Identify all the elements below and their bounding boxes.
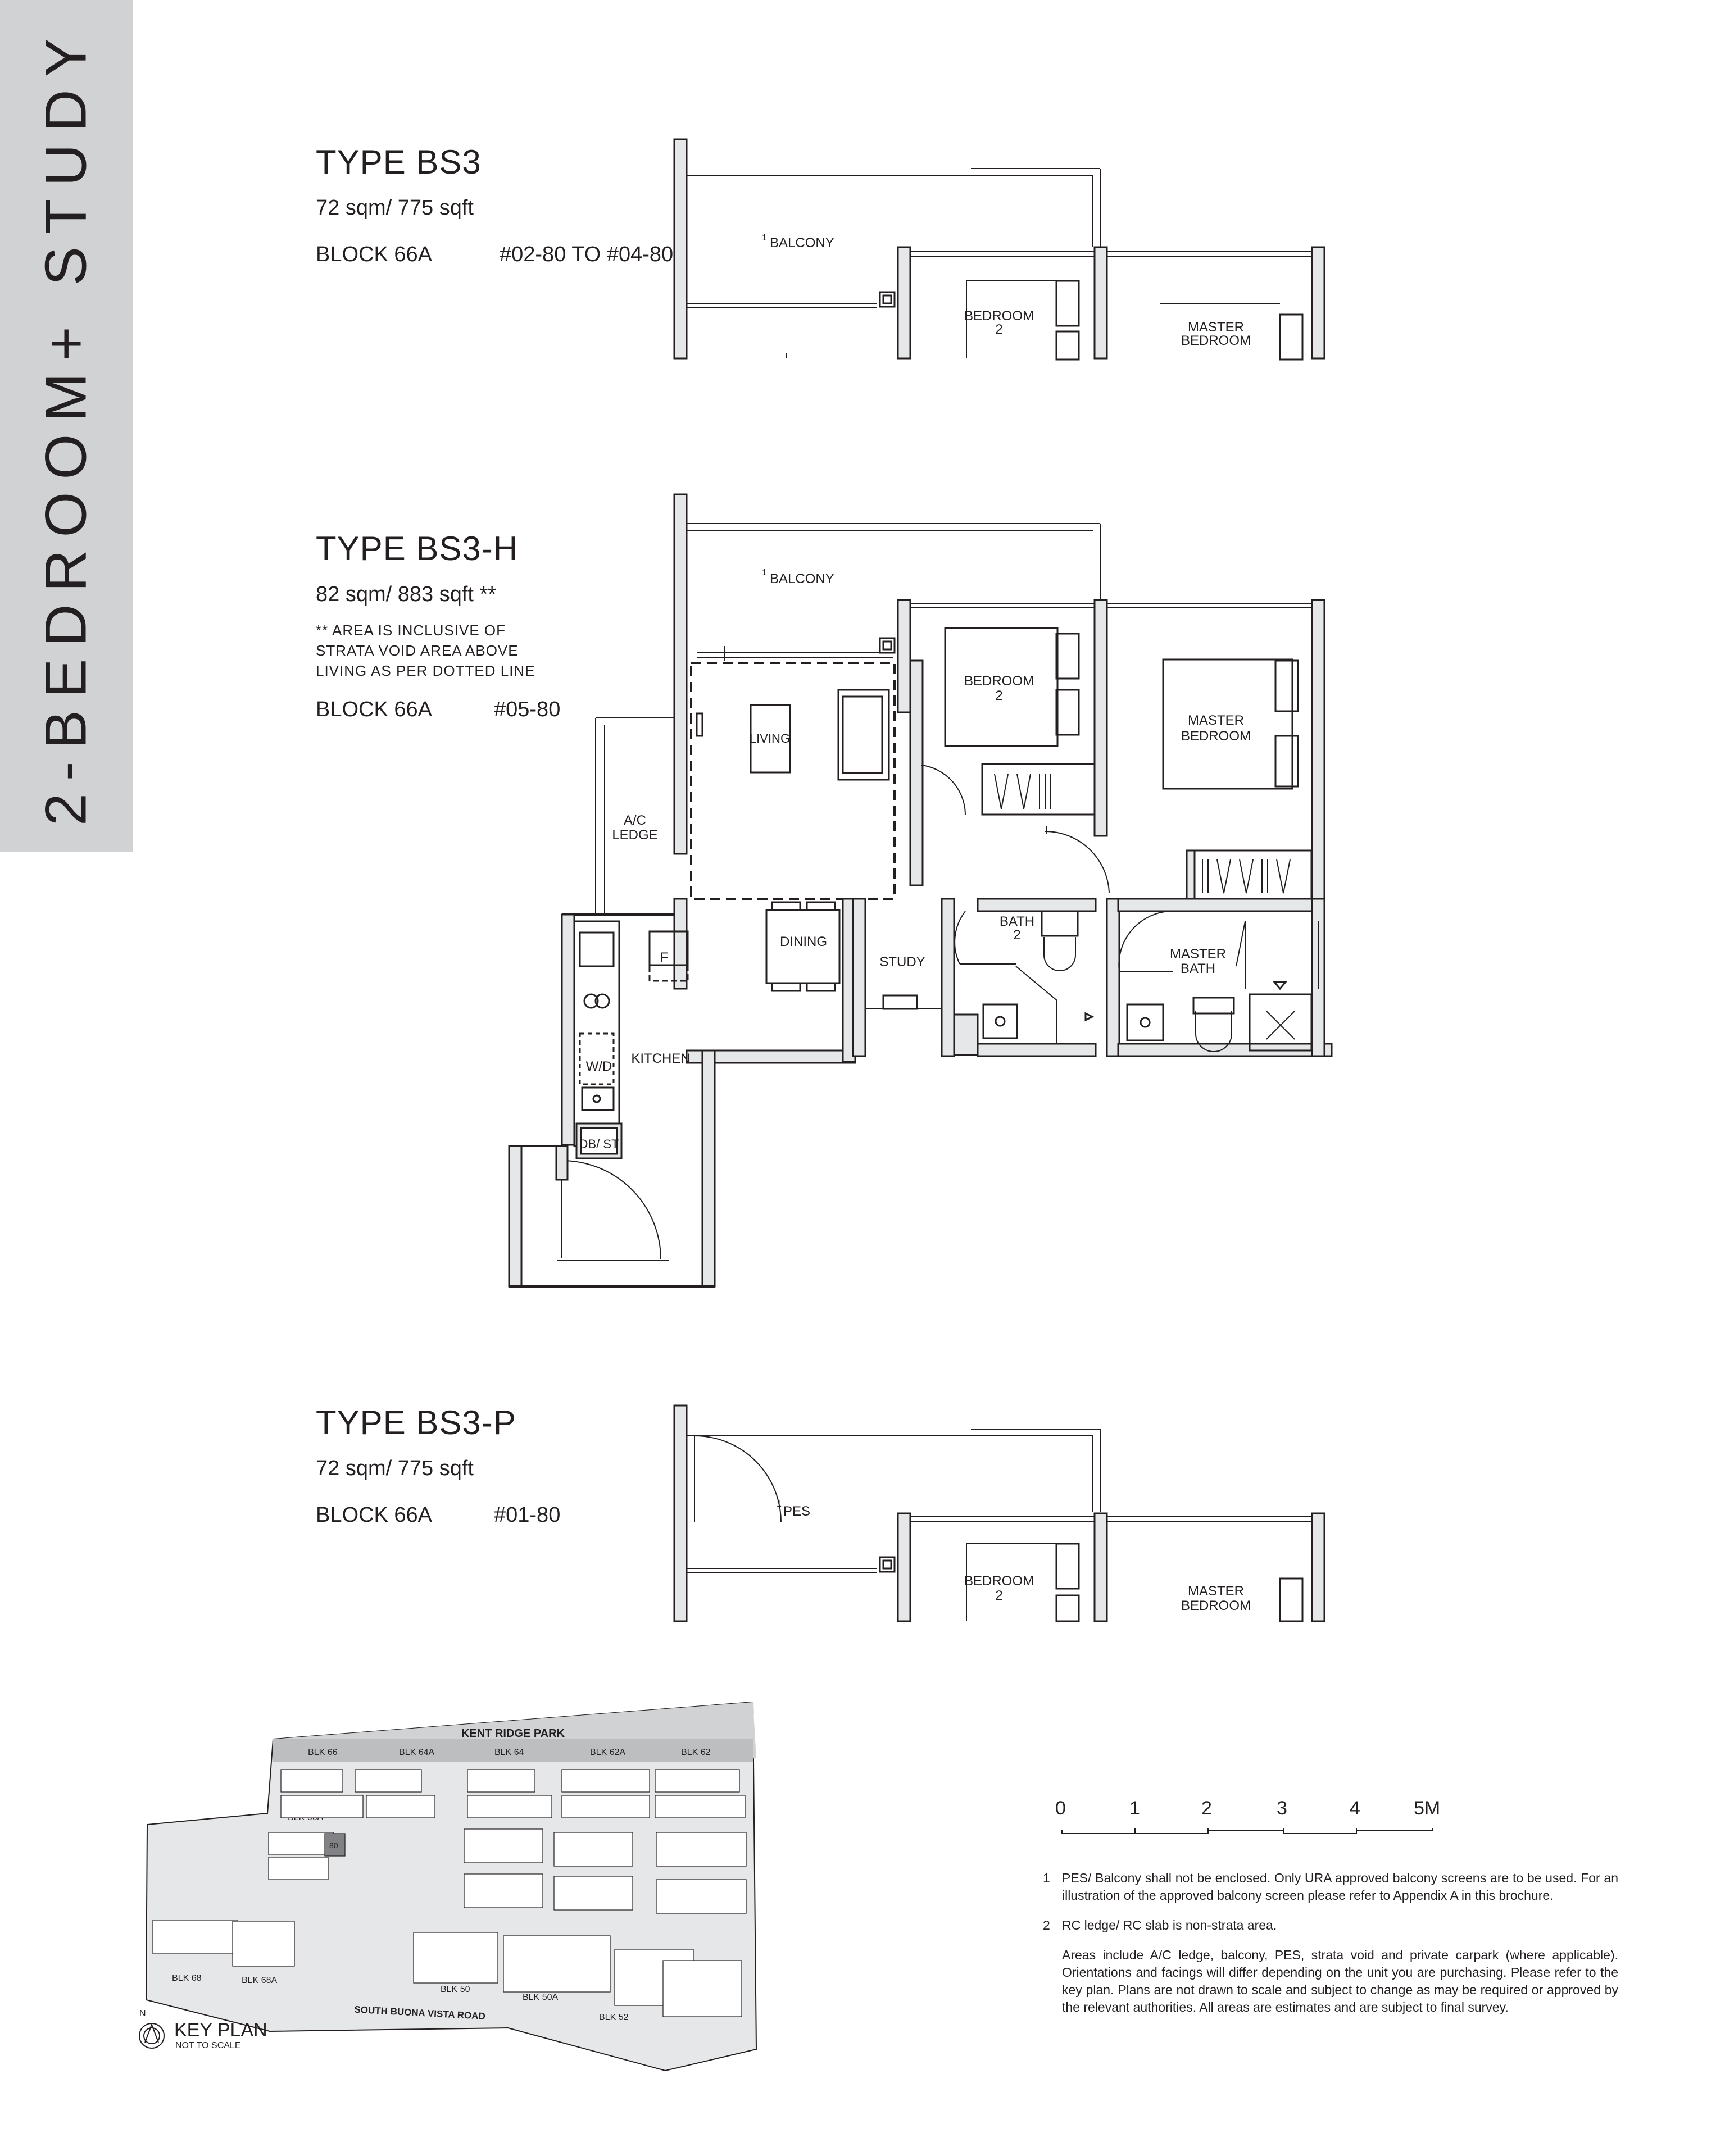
- key-plan-blk-50: BLK 50: [441, 1985, 470, 1994]
- unit-area: 82 sqm/ 883 sqft **: [316, 583, 497, 606]
- superscript: 1: [762, 568, 767, 577]
- note-number: 1: [1043, 1871, 1050, 1885]
- scale-label: 4: [1350, 1798, 1360, 1819]
- notes: [1043, 1870, 1618, 2016]
- room-label-bedroom2-num: 2: [995, 322, 1003, 337]
- key-plan-blk-64a: BLK 64A: [399, 1748, 435, 1757]
- superscript: 1: [762, 233, 767, 243]
- room-label-bath2: BATH: [999, 914, 1035, 929]
- room-label-balcony: BALCONY: [770, 235, 834, 251]
- plan-bs3h: [509, 494, 1332, 1286]
- block-label: BLOCK 66A: [316, 698, 432, 721]
- key-plan-highlight-label: 80: [329, 1841, 338, 1850]
- key-plan: [139, 1702, 756, 2071]
- unit-numbers: #05-80: [494, 698, 561, 721]
- key-plan-blk-68a: BLK 68A: [242, 1976, 278, 1985]
- room-label-bath2-num: 2: [1013, 927, 1021, 943]
- key-plan-title: KEY PLAN: [174, 2019, 267, 2041]
- room-label-master-bath-2: BATH: [1180, 961, 1216, 976]
- scale-bar: [1062, 1828, 1433, 1834]
- scale-label: 2: [1201, 1798, 1212, 1819]
- unit-title: TYPE BS3-P: [316, 1404, 516, 1441]
- unit-title: TYPE BS3: [316, 143, 482, 181]
- key-plan-blk-64: BLK 64: [494, 1748, 524, 1757]
- superscript: 1: [777, 1499, 782, 1509]
- room-label-study: STUDY: [879, 954, 925, 970]
- room-label-master-bedroom: BEDROOM: [1181, 333, 1251, 348]
- room-label-master-bedroom: BEDROOM: [1181, 729, 1251, 744]
- room-label-bedroom2: BEDROOM: [964, 674, 1034, 689]
- room-label-master: MASTER: [1187, 1584, 1245, 1599]
- room-label-ac: A/C: [623, 813, 647, 828]
- block-label: BLOCK 66A: [316, 1503, 432, 1527]
- strata-note: ** AREA IS INCLUSIVE OF STRATA VOID AREA ABOVE LIVING AS PER DOTTED LINE: [316, 622, 535, 679]
- note-item: [1043, 1870, 1618, 1904]
- key-plan-blk-68: BLK 68: [172, 1973, 202, 1983]
- room-label-master: MASTER: [1187, 320, 1245, 335]
- fridge-label: F: [660, 950, 669, 965]
- room-label-balcony: BALCONY: [770, 571, 834, 586]
- room-label-bedroom2: BEDROOM: [964, 1573, 1034, 1589]
- key-plan-park: KENT RIDGE PARK: [461, 1727, 565, 1740]
- scale-label: 5M: [1414, 1798, 1441, 1819]
- key-plan-blk-50a: BLK 50A: [523, 1993, 559, 2002]
- unit-numbers: #01-80: [494, 1503, 561, 1527]
- key-plan-blk-62: BLK 62: [681, 1748, 711, 1757]
- key-plan-subtitle: NOT TO SCALE: [175, 2041, 241, 2050]
- north-label: N: [139, 2009, 146, 2018]
- note-text: RC ledge/ RC slab is non-strata area.: [1062, 1918, 1277, 1932]
- room-label-bedroom2-num: 2: [995, 688, 1003, 703]
- note-item: [1043, 1946, 1618, 2016]
- room-label-bedroom2-num: 2: [995, 1588, 1003, 1603]
- north-arrow-icon: [139, 2023, 164, 2048]
- unit-area: 72 sqm/ 775 sqft: [316, 196, 474, 220]
- room-label-master-bedroom: BEDROOM: [1181, 1598, 1251, 1613]
- room-label-dining: DINING: [780, 934, 827, 949]
- scale-label: 1: [1129, 1798, 1140, 1819]
- dbst-label: DB/ ST: [579, 1137, 619, 1151]
- note-text: Areas include A/C ledge, balcony, PES, strata void and private carpark (where applicable). Orientations and facings will differ depending on the unit you are purchasing. Please refer to the key plan. Plans are not drawn to scale and subject to change as may be required or approved by the relevant authorities. All areas are estimates and are subject to final survey.: [1062, 1948, 1618, 2014]
- note-number: 2: [1043, 1918, 1050, 1932]
- note-item: [1043, 1917, 1618, 1934]
- side-tab-label: 2-BEDROOM+ STUDY: [33, 26, 99, 826]
- scale-label: 3: [1277, 1798, 1287, 1819]
- room-label-master-bath: MASTER: [1169, 947, 1227, 962]
- room-label-pes: PES: [783, 1504, 811, 1519]
- note-text: PES/ Balcony shall not be enclosed. Only URA approved balcony screens are to be used. For an illustration of the approved balcony screen please refer to Appendix A in this brochure.: [1062, 1871, 1618, 1903]
- unit-title: TYPE BS3-H: [316, 530, 519, 567]
- wd-label: W/D: [585, 1059, 612, 1074]
- key-plan-road: SOUTH BUONA VISTA ROAD: [353, 2004, 486, 2022]
- room-label-master: MASTER: [1187, 713, 1245, 728]
- unit-area: 72 sqm/ 775 sqft: [316, 1457, 474, 1480]
- room-label-living: LIVING: [749, 731, 791, 745]
- key-plan-blk-52: BLK 52: [599, 2013, 629, 2022]
- key-plan-blk-62a: BLK 62A: [590, 1748, 626, 1757]
- block-label: BLOCK 66A: [316, 243, 432, 266]
- room-label-kitchen: KITCHEN: [631, 1051, 691, 1066]
- key-plan-blk-66: BLK 66: [308, 1748, 338, 1757]
- room-label-ledge: LEDGE: [612, 827, 658, 843]
- scale-label: 0: [1055, 1798, 1066, 1819]
- unit-numbers: #02-80 TO #04-80: [500, 243, 674, 266]
- room-label-bedroom2: BEDROOM: [964, 308, 1034, 324]
